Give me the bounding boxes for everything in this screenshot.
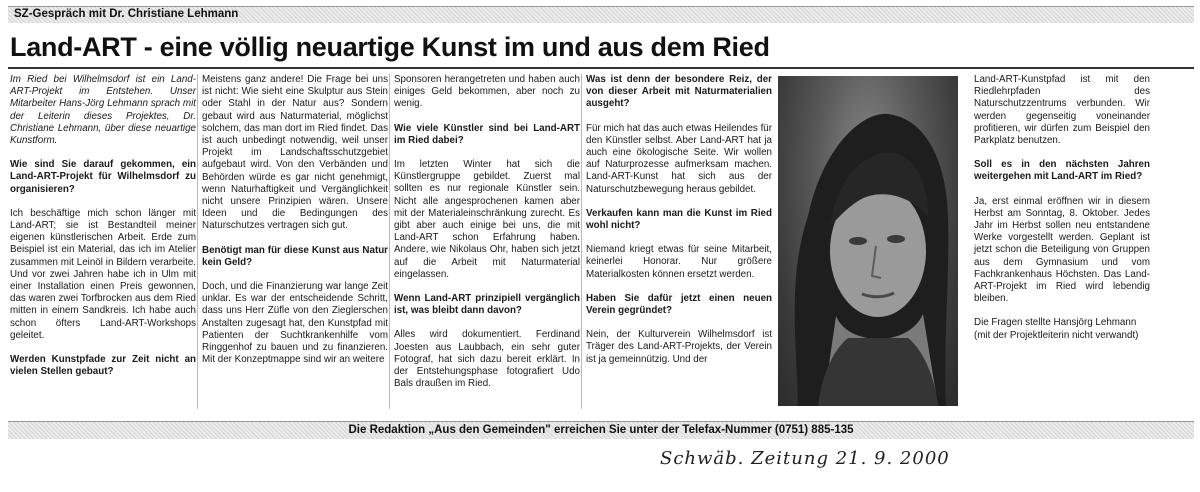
column-1	[10, 74, 196, 390]
column-2	[202, 74, 388, 378]
portrait-photo	[778, 76, 958, 406]
answer: Niemand kriegt etwas für seine Mitarbeit, keinerlei Honorar. Nur größere Materialkosten können ersetzt werden.	[586, 244, 772, 280]
answer: Für mich hat das auch etwas Heilendes für den Künstler selbst. Aber Land-ART hat ja auch eine ökologische Seite. Wir wollen auf Naturprozesse aufmerksam machen. Land-ART-Kunst hat sich aus der Naturschutzbewegung heraus gebildet.	[586, 122, 772, 195]
question: Werden Kunstpfade zur Zeit nicht an vielen Stellen gebaut?	[10, 354, 196, 378]
answer: Ja, erst einmal eröffnen wir in diesem Herbst am Sonntag, 8. Oktober. Jedes Jahr im Herbst sollen neu entstandene Werke vorgestellt werden. Geplant ist jetzt schon die Beteiligung von Gruppen aus dem Gymnasium und vom Fachkrankenhaus Höchsten. Das Land-ART-Projekt im Ried wird lebendig bleiben.	[974, 195, 1150, 305]
handwritten-source-note: Schwäb. Zeitung 21. 9. 2000	[660, 448, 950, 469]
question: Was ist denn der besondere Reiz, der von dieser Arbeit mit Naturmaterialien ausgeht?	[586, 74, 772, 110]
intro-paragraph: Im Ried bei Wilhelmsdorf ist ein Land-ART-Projekt im Entstehen. Unser Mitarbeiter Hans-Jörg Lehmann sprach mit der Leiterin dieses Projektes, Dr. Christiane Lehmann, über diese neuartige Kunstform.	[10, 74, 196, 147]
footer-bar	[8, 421, 1194, 439]
answer: Alles wird dokumentiert. Ferdinand Joesten aus Laubbach, ein sehr guter Fotograf, hat sich dazu bereit erklärt. In der Entstehungsphase fotografiert Udo Bals draußen im Ried.	[394, 329, 580, 390]
answer: Nein, der Kulturverein Wilhelmsdorf ist Träger des Land-ART-Projekts, der Verein ist ja gemeinnützig. Und der	[586, 329, 772, 365]
question: Haben Sie dafür jetzt einen neuen Verein gegründet?	[586, 292, 772, 317]
column-divider	[197, 74, 198, 409]
answer: Land-ART-Kunstpfad ist mit den Riedlehrpfaden des Naturschutzzentrums verbunden. Wir werden gegenseitig voneinander profitieren, wir dürfen zum Beispiel den Parkplatz benutzen.	[974, 74, 1150, 147]
article-headline: Land-ART - eine völlig neuartige Kunst im und aus dem Ried	[10, 32, 770, 62]
answer: Doch, und die Finanzierung war lange Zeit unklar. Es war der entscheidende Schritt, dass uns Herr Züfle von den Zieglerschen Anstalten zugesagt hat, den Kunstpfad mit Patienten der Suchtkrankenhilfe vom Ringgenhof zu bauen und zu finanzieren. Mit der Konzeptmappe sind wir an weitere	[202, 281, 388, 366]
question: Wie viele Künstler sind bei Land-ART im Ried dabei?	[394, 122, 580, 146]
column-divider	[389, 74, 390, 409]
column-4	[586, 74, 772, 378]
answer: Sponsoren herangetreten und haben auch einiges Geld bekommen, aber noch zu wenig.	[394, 74, 580, 110]
topbar-label: SZ-Gespräch mit Dr. Christiane Lehmann	[14, 8, 239, 20]
answer: Ich beschäftige mich schon länger mit Land-ART; sie ist Bestandteil meiner eigenen künstlerischen Arbeit. Erde zum Beispiel ist ein Material, das ich im Atelier zusammen mit Leinöl in Bildern verarbeite. Und vor zwei Jahren habe ich in Ulm mit einer Installation einen Preis gewonnen, das waren zwei Torfbrocken aus dem Ried mitten in einem Sandkreis. Ich habe auch schon öfters Land-ART-Workshops geleitet.	[10, 207, 196, 341]
question: Verkaufen kann man die Kunst im Ried wohl nicht?	[586, 207, 772, 232]
question: Wenn Land-ART prinzipiell vergänglich ist, was bleibt dann davon?	[394, 293, 580, 317]
question: Wie sind Sie darauf gekommen, ein Land-ART-Projekt für Wilhelmsdorf zu organisieren?	[10, 159, 196, 195]
answer: Meistens ganz andere! Die Frage bei uns ist nicht: Wie sieht eine Skulptur aus Stein oder Stahl in der Natur aus? Sondern gebaut wird aus Naturmaterial, möglichst solchem, das man dort im Ried findet. Das ist auch unbedingt notwendig, weil unser Projekt im Landschaftsschutzgebiet aufgebaut wird. Von den Verbänden und Behörden würde es gar nicht genehmigt, wenn Naturhaftigkeit und Vergänglichkeit nicht unsere Prinzipien wären. Unsere Ideen und die Bedingungen des Naturschutzes vertragen sich gut.	[202, 74, 388, 232]
column-6	[974, 74, 1150, 354]
footer-label: Die Redaktion „Aus den Gemeinden" erreichen Sie unter der Telefax-Nummer (0751) 885-135	[348, 424, 854, 436]
question: Benötigt man für diese Kunst aus Natur kein Geld?	[202, 244, 388, 268]
headline-rule	[8, 67, 1194, 69]
question: Soll es in den nächsten Jahren weitergehen mit Land-ART im Ried?	[974, 159, 1150, 183]
topbar	[8, 6, 1194, 23]
interviewer-credit: Die Fragen stellte Hansjörg Lehmann (mit der Projektleiterin nicht verwandt)	[974, 317, 1139, 341]
column-divider	[581, 74, 582, 409]
answer: Im letzten Winter hat sich die Künstlergruppe gebildet. Zuerst mal sollten es nur regionale Künstler sein. Nicht alle angesprochenen kamen aber mit der Materialeinschränkung zurecht. Es gibt aber auch einige bei uns, die mit Land-ART schon Erfahrung haben. Andere, wie Nikolaus Ohr, haben sich jetzt auf die Arbeit mit Naturmaterial eingelassen.	[394, 159, 580, 280]
column-3	[394, 74, 580, 402]
